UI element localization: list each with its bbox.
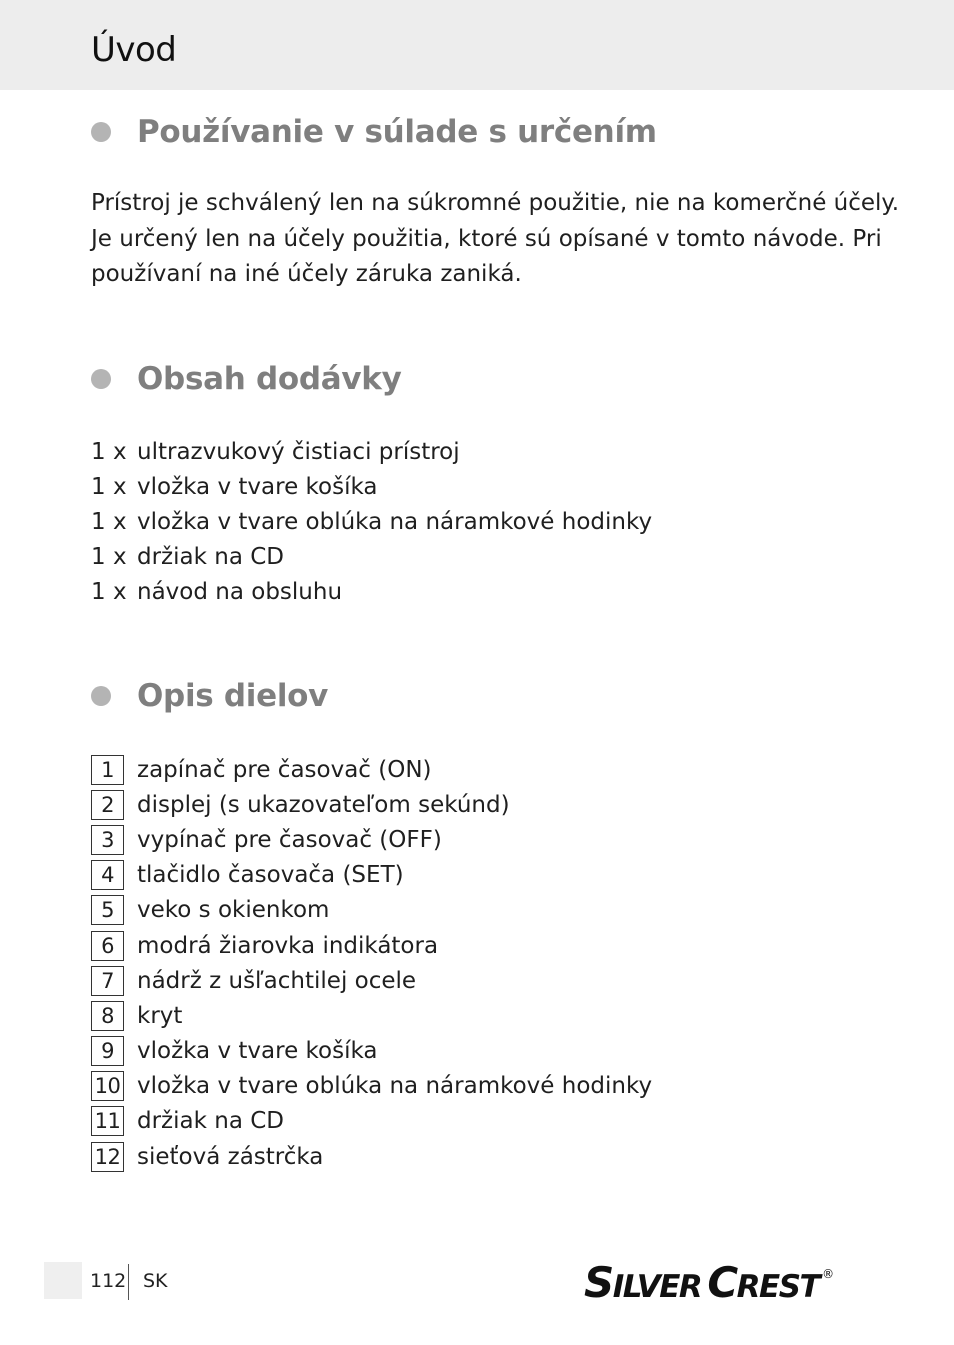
paragraph-line: Prístroj je schválený len na súkromné použitie, nie na komerčné účely.	[91, 190, 900, 216]
part-name: vypínač pre časovač (OFF)	[137, 826, 442, 853]
item-text: vložka v tvare košíka	[137, 473, 378, 500]
list-item	[91, 963, 652, 998]
list-item	[91, 469, 652, 504]
item-quantity: 1 x	[91, 438, 127, 465]
item-text: návod na obsluhu	[137, 579, 343, 606]
list-item	[91, 1069, 652, 1104]
heading-text: Opis dielov	[137, 678, 329, 714]
section-heading-parts-description	[91, 676, 328, 716]
item-quantity: 1 x	[91, 579, 127, 606]
part-number-box: 9	[91, 1036, 124, 1066]
list-item	[91, 1104, 652, 1139]
section-heading-intended-use	[91, 112, 657, 152]
language-code: SK	[143, 1270, 168, 1292]
part-name: sieťová zástrčka	[137, 1143, 324, 1170]
page-number: 112	[90, 1270, 127, 1292]
list-item	[91, 858, 652, 893]
intended-use-paragraph	[91, 186, 900, 293]
paragraph-line: používaní na iné účely záruka zaniká.	[91, 261, 522, 287]
logo-letters: REST	[736, 1269, 820, 1305]
item-quantity: 1 x	[91, 508, 127, 535]
part-number-box: 1	[91, 755, 124, 785]
list-item	[91, 540, 652, 575]
part-name: veko s okienkom	[137, 897, 330, 924]
heading-text: Obsah dodávky	[137, 361, 402, 397]
part-number-box: 8	[91, 1001, 124, 1031]
list-item	[91, 504, 652, 539]
bullet-dot-icon	[91, 686, 111, 706]
heading-text: Používanie v súlade s určením	[137, 114, 657, 150]
part-number-box: 10	[91, 1071, 124, 1101]
footer-divider	[128, 1264, 129, 1300]
bullet-dot-icon	[91, 369, 111, 389]
silvercrest-logo	[584, 1258, 835, 1307]
registered-mark: ®	[822, 1267, 835, 1281]
section-heading-package-contents	[91, 359, 402, 399]
part-name: tlačidlo časovača (SET)	[137, 862, 404, 889]
logo-letter: S	[584, 1258, 613, 1307]
part-number-box: 2	[91, 790, 124, 820]
part-name: držiak na CD	[137, 1108, 284, 1135]
part-number-box: 11	[91, 1106, 124, 1136]
page-title: Úvod	[91, 30, 177, 70]
list-item	[91, 787, 652, 822]
list-item	[91, 928, 652, 963]
list-item	[91, 575, 652, 610]
part-name: vložka v tvare oblúka na náramkové hodinky	[137, 1073, 653, 1100]
item-text: držiak na CD	[137, 544, 284, 571]
part-name: modrá žiarovka indikátora	[137, 932, 439, 959]
package-contents-list	[91, 434, 652, 610]
item-quantity: 1 x	[91, 544, 127, 571]
list-item	[91, 752, 652, 787]
list-item	[91, 822, 652, 857]
part-name: displej (s ukazovateľom sekúnd)	[137, 791, 510, 818]
paragraph-line: Je určený len na účely použitia, ktoré sú opísané v tomto návode. Pri	[91, 225, 882, 252]
part-number-box: 5	[91, 895, 124, 925]
bullet-dot-icon	[91, 122, 111, 142]
part-number-box: 6	[91, 931, 124, 961]
part-number-box: 12	[91, 1142, 124, 1172]
parts-list	[91, 752, 652, 1174]
item-text: ultrazvukový čistiaci prístroj	[137, 438, 460, 465]
logo-letters: ILVER	[612, 1269, 702, 1305]
part-number-box: 7	[91, 966, 124, 996]
part-name: zapínač pre časovač (ON)	[137, 756, 432, 783]
logo-letter: C	[707, 1258, 737, 1307]
list-item	[91, 1034, 652, 1069]
footer-tab	[44, 1262, 82, 1299]
part-number-box: 3	[91, 825, 124, 855]
list-item	[91, 1139, 652, 1174]
list-item	[91, 998, 652, 1033]
list-item	[91, 893, 652, 928]
part-number-box: 4	[91, 860, 124, 890]
part-name: nádrž z ušľachtilej ocele	[137, 967, 417, 994]
list-item	[91, 434, 652, 469]
part-name: kryt	[137, 1002, 183, 1029]
item-text: vložka v tvare oblúka na náramkové hodinky	[137, 508, 653, 535]
item-quantity: 1 x	[91, 473, 127, 500]
part-name: vložka v tvare košíka	[137, 1038, 378, 1065]
